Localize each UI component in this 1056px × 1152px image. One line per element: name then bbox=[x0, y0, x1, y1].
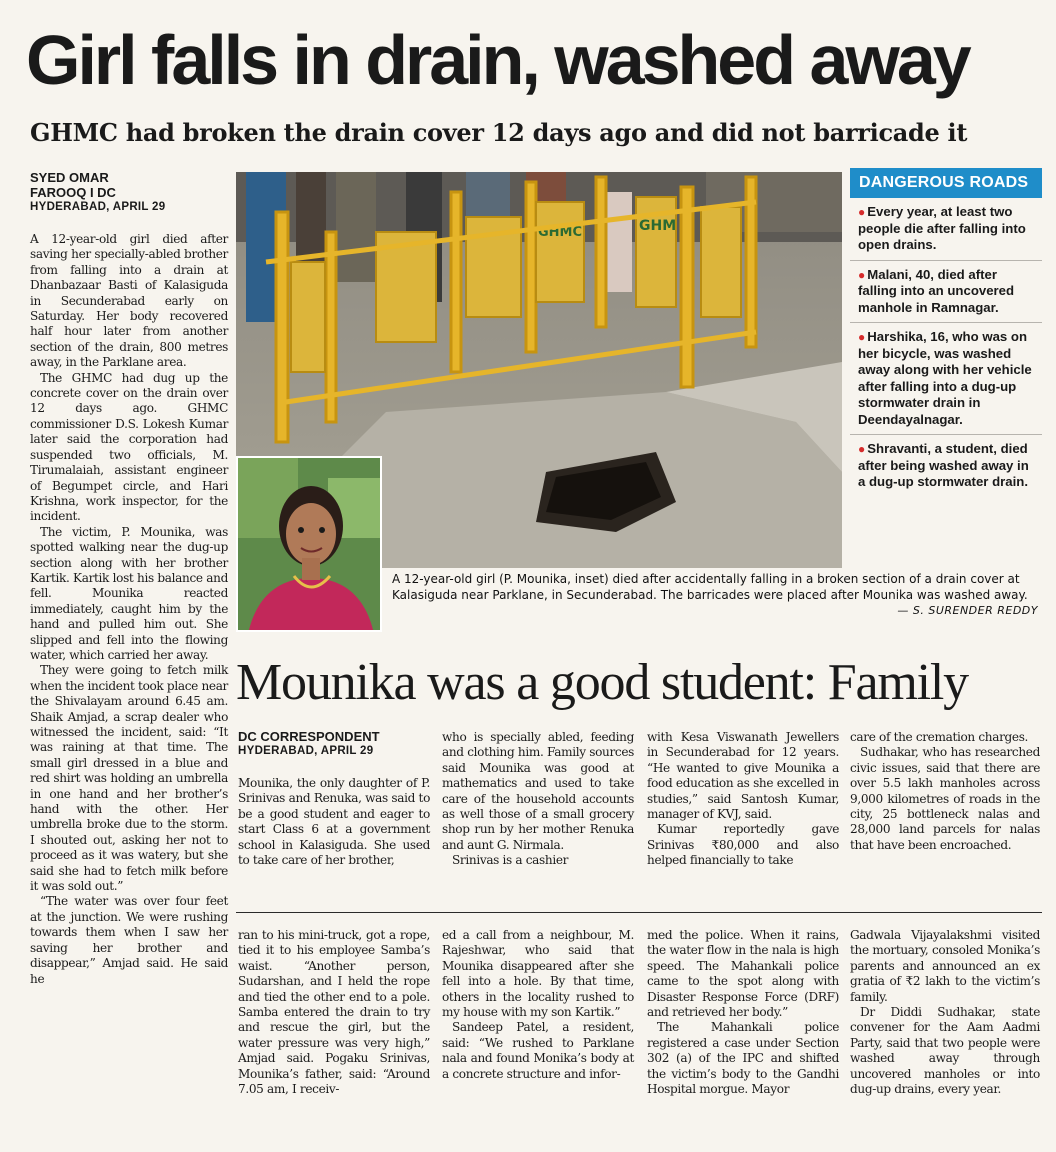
story-paragraph: care of the cremation charges. bbox=[850, 730, 1029, 744]
secondary-column-3 bbox=[647, 730, 839, 869]
story-paragraph: Mounika, the only daughter of P. Srinivas and Renuka, was said to be a good student and eager to start Class 6 at a government school in Kalasiguda. She used to take care of her brother, bbox=[238, 776, 430, 868]
continuation-column-2 bbox=[442, 928, 634, 1082]
story-paragraph: ran to his mini-truck, got a rope, tied it to his employee Samba’s waist. “Another person, Sudarshan, and I held the rope and tied the other end to a pole. Samba entered the drain to try and rescue the girl, but the water pressure was very high,” Amjad said. Pogaku Srinivas, Mounika’s father, said: “Around 7.05 am, I receiv- bbox=[238, 928, 430, 1097]
photo-caption bbox=[392, 572, 1038, 619]
barricade-text: GHM bbox=[639, 218, 677, 234]
caption-text: A 12-year-old girl (P. Mounika, inset) died after accidentally falling in a broken section of a drain cover at Kalasiguda near Parklane, in Secunderabad. The barricades were placed after Mounika was washed away. bbox=[392, 572, 1028, 602]
barricade-text: GHMC bbox=[538, 225, 583, 240]
secondary-headline: Mounika was a good student: Family bbox=[236, 654, 968, 711]
story-paragraph: who is specially abled, feeding and clothing him. Family sources said Mounika was good at mathematics and used to take care of the household accounts as well those of a small grocery shop run by her mother Renuka and aunt G. Nirmala. bbox=[442, 730, 634, 852]
sidebar-item: ● Shravanti, a student, died after being washed away in a dug-up stormwater drain. bbox=[858, 441, 1029, 489]
story-paragraph: Gadwala Vijayalakshmi visited the mortuary, consoled Monika’s parents and announced an ex gratia of ₹2 lakh to the victim’s family. bbox=[850, 928, 1040, 1004]
bullet-icon: ● bbox=[858, 205, 866, 219]
sidebar-item: ● Malani, 40, died after falling into an uncovered manhole in Ramnagar. bbox=[850, 261, 1042, 324]
secondary-column-4 bbox=[850, 730, 1040, 853]
photo-credit: — S. SURENDER REDDY bbox=[897, 604, 1038, 617]
inset-portrait-photo bbox=[236, 456, 382, 632]
byline-author-1: SYED OMAR bbox=[30, 170, 109, 185]
story-paragraph: with Kesa Viswanath Jewellers in Secunderabad for 12 years. “He wanted to give Mounika a food education as she excelled in studies,” said Santosh Kumar, manager of KVJ, said. bbox=[647, 730, 839, 822]
story-paragraph: “The water was over four feet at the junction. We were rushing towards them when I saw her saving her brother and disappear,” Amjad said. He said he bbox=[30, 894, 228, 986]
story-paragraph: ed a call from a neighbour, M. Rajeshwar, who said that Mounika disappeared after she fell into a hole. By that time, others in the locality rushed to my house with my son Kartik.” bbox=[442, 928, 634, 1020]
dangerous-roads-sidebar bbox=[850, 168, 1042, 568]
girl-portrait-image bbox=[238, 458, 382, 632]
story-paragraph: The victim, P. Mounika, was spotted walking near the dug-up section along with her brother Kartik. Kartik lost his balance and fell. Mounika reacted immediately, caught him by the hand and pulled him out. She slipped and fell into the flowing water, which carried her away. bbox=[30, 524, 228, 662]
story-paragraph: Kumar reportedly gave Srinivas ₹80,000 and also helped financially to take bbox=[647, 822, 839, 868]
sidebar-item: ● Every year, at least two people die after falling into open drains. bbox=[850, 198, 1042, 261]
story-paragraph: The GHMC had dug up the concrete cover on the drain over 12 days ago. GHMC commissioner D.S. Lokesh Kumar later said the corporation had suspended two officials, M. Tirumalaiah, assistant engineer of Begumpet circle, and Hari Krishna, work inspector, for the incident. bbox=[30, 370, 228, 524]
sidebar-title: DANGEROUS ROADS bbox=[850, 168, 1042, 198]
secondary-byline bbox=[238, 729, 438, 759]
continuation-column-3 bbox=[647, 928, 839, 1097]
continuation-column-1 bbox=[238, 928, 430, 1097]
bullet-icon: ● bbox=[858, 330, 866, 344]
story-paragraph: A 12-year-old girl died after saving her specially-abled brother from falling into a drain at Dhanbazaar Basti of Kalasiguda in Secunderabad early on Saturday. Her body recovered half hour later from another section of the drain, 800 metres away, in the Parklane area. bbox=[30, 232, 228, 370]
story-paragraph: The Mahankali police registered a case under Section 302 (a) of the IPC and shifted the victim’s body to the Gandhi Hospital morgue. Mayor bbox=[647, 1020, 839, 1097]
story-paragraph: med the police. When it rains, the water flow in the nala is high speed. The Mahankali police came to the spot along with Disaster Response Force (DRF) and retrieved her body.” bbox=[647, 928, 839, 1020]
main-story-column bbox=[30, 232, 228, 987]
section-divider bbox=[236, 912, 1042, 913]
story-paragraph: Sandeep Patel, a resident, said: “We rushed to Parklane nala and found Monika’s body at a concrete structure and infor- bbox=[442, 1020, 634, 1081]
bullet-icon: ● bbox=[858, 267, 866, 282]
continuation-column-4 bbox=[850, 928, 1040, 1097]
story-paragraph: Srinivas is a cashier bbox=[452, 853, 569, 868]
deck-subheadline: GHMC had broken the drain cover 12 days ago and did not barricade it bbox=[30, 118, 968, 147]
byline bbox=[30, 170, 230, 215]
byline-author-2: FAROOQ I DC bbox=[30, 185, 116, 200]
sidebar-item: ● Harshika, 16, who was on her bicycle, was washed away along with her vehicle after falling into a dug-up stormwater drain in Deendayalnagar. bbox=[850, 323, 1042, 435]
dateline: HYDERABAD, APRIL 29 bbox=[30, 201, 166, 213]
secondary-author: DC CORRESPONDENT bbox=[238, 729, 380, 744]
page-headline: Girl falls in drain, washed away bbox=[26, 21, 969, 99]
story-paragraph: Dr Diddi Sudhakar, state convener for the Aam Aadmi Party, said that two people were washed away through uncovered manholes or into dug-up drains, every year. bbox=[850, 1005, 1040, 1097]
story-paragraph: They were going to fetch milk when the incident took place near the Shivalayam around 6.45 am. Shaik Amjad, a scrap dealer who witnessed the incident, said: “It was raining at that time. The small girl dressed in a blue and red shirt was holding an umbrella in one hand and her brother’s hand with the other. Her umbrella broke due to the storm. I shouted out, asking her not to proceed as it was watery, but she said she had to fetch milk before it was sold out.” bbox=[30, 663, 228, 894]
bullet-icon: ● bbox=[858, 442, 866, 456]
secondary-dateline: HYDERABAD, APRIL 29 bbox=[238, 745, 374, 757]
story-paragraph: Sudhakar, who has researched civic issues, said that there are over 5.5 lakh manholes across 9,000 kilometres of roads in the city, 25 bottleneck nalas and 28,000 land parcels for nalas that have been encroached. bbox=[850, 745, 1040, 852]
secondary-column-1 bbox=[238, 776, 430, 868]
secondary-column-2 bbox=[442, 730, 634, 869]
